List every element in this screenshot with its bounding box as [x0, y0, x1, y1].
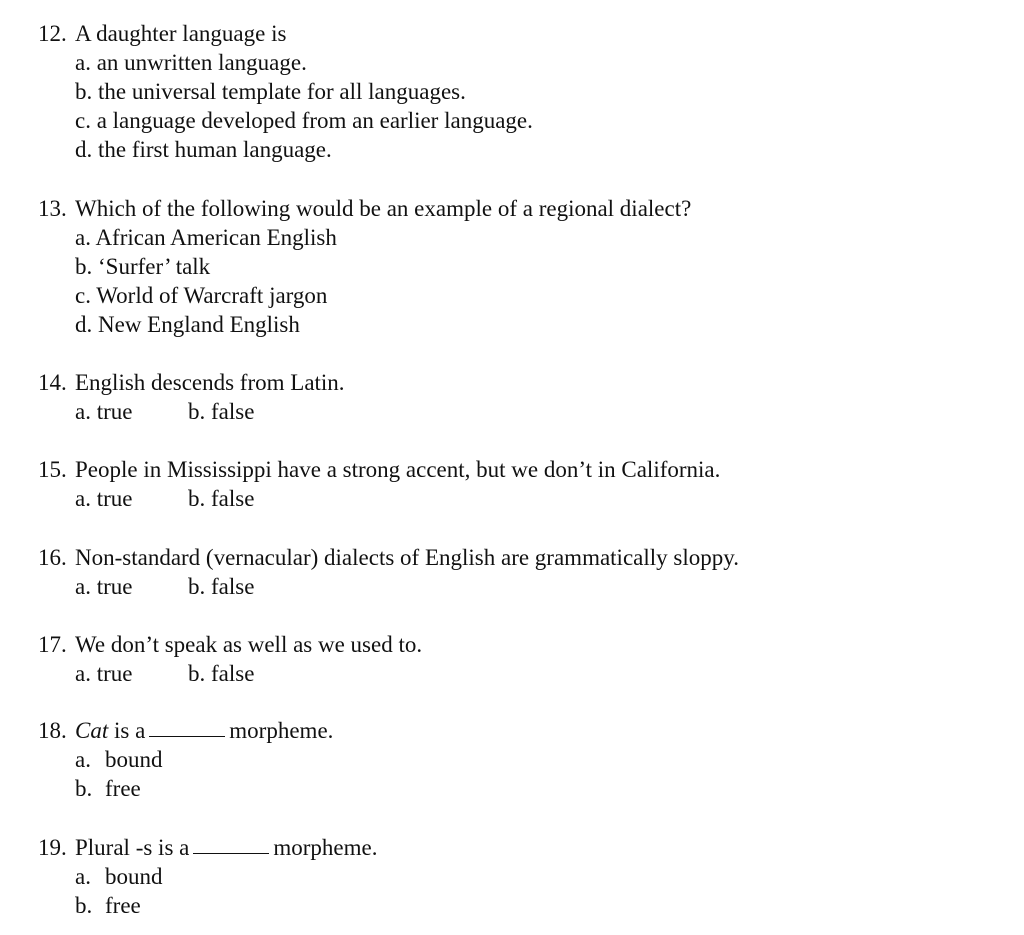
answer-option-false[interactable]: b. false [188, 574, 255, 599]
answer-option-false[interactable]: b. false [188, 486, 255, 511]
answer-options [38, 745, 333, 803]
question-stem [38, 630, 422, 659]
answer-option-false[interactable]: b. false [188, 399, 255, 424]
answer-option-true[interactable]: a. true [75, 399, 133, 424]
question-15 [38, 455, 720, 513]
answer-options [38, 862, 377, 920]
answer-option-b[interactable] [75, 774, 333, 803]
question-17 [38, 630, 422, 688]
option-text: bound [105, 864, 163, 889]
question-stem [38, 716, 333, 745]
answer-option-b[interactable]: b. ‘Surfer’ talk [75, 254, 211, 279]
question-18 [38, 716, 333, 803]
option-text: bound [105, 747, 163, 772]
option-text: free [105, 893, 141, 918]
question-number: 13. [38, 196, 67, 221]
question-number: 17. [38, 632, 67, 657]
answer-option-d[interactable]: d. the first human language. [75, 137, 332, 162]
question-text: Which of the following would be an example of a regional dialect? [75, 196, 692, 221]
answer-options [38, 572, 739, 601]
answer-options [38, 484, 720, 513]
question-number: 19. [38, 835, 67, 860]
question-number: 16. [38, 545, 67, 570]
answer-option-true[interactable]: a. true [75, 574, 133, 599]
answer-option-true[interactable]: a. true [75, 661, 133, 686]
question-text-before-blank: Plural -s is a [75, 835, 190, 860]
question-text: People in Mississippi have a strong accent, but we don’t in California. [75, 457, 721, 482]
fill-in-blank [149, 735, 225, 737]
question-stem [38, 194, 691, 223]
question-19 [38, 833, 377, 920]
answer-option-a[interactable]: a. an unwritten language. [75, 50, 307, 75]
question-text: We don’t speak as well as we used to. [75, 632, 423, 657]
question-13 [38, 194, 691, 339]
question-text: A daughter language is [75, 21, 287, 46]
answer-option-c[interactable]: c. a language developed from an earlier language. [75, 108, 533, 133]
answer-option-a[interactable] [75, 862, 377, 891]
question-text: English descends from Latin. [75, 370, 345, 395]
question-number: 18. [38, 718, 67, 743]
question-number: 12. [38, 21, 67, 46]
answer-option-false[interactable]: b. false [188, 661, 255, 686]
answer-option-d[interactable]: d. New England English [75, 312, 300, 337]
option-letter: a. [75, 864, 91, 889]
question-italic-term: Cat [75, 718, 109, 743]
answer-option-b[interactable]: b. the universal template for all languages. [75, 79, 466, 104]
question-14 [38, 368, 345, 426]
option-letter: a. [75, 747, 91, 772]
question-text-after-blank: morpheme. [273, 835, 378, 860]
option-letter: b. [75, 776, 93, 801]
question-16 [38, 543, 739, 601]
question-stem [38, 19, 533, 48]
question-number: 14. [38, 370, 67, 395]
question-text-before-blank: is a [108, 718, 146, 743]
answer-option-a[interactable]: a. African American English [75, 225, 337, 250]
option-letter: b. [75, 893, 93, 918]
fill-in-blank [193, 852, 269, 854]
answer-options [38, 397, 345, 426]
answer-option-c[interactable]: c. World of Warcraft jargon [75, 283, 328, 308]
question-stem [38, 543, 739, 572]
question-12 [38, 19, 533, 164]
answer-options [38, 659, 422, 688]
question-stem [38, 455, 720, 484]
question-number: 15. [38, 457, 67, 482]
question-stem [38, 833, 377, 862]
answer-options [38, 48, 533, 164]
option-text: free [105, 776, 141, 801]
question-text-after-blank: morpheme. [229, 718, 334, 743]
answer-option-true[interactable]: a. true [75, 486, 133, 511]
answer-option-a[interactable] [75, 745, 333, 774]
question-text: Non-standard (vernacular) dialects of English are grammatically sloppy. [75, 545, 739, 570]
answer-options [38, 223, 691, 339]
question-stem [38, 368, 345, 397]
answer-option-b[interactable] [75, 891, 377, 920]
